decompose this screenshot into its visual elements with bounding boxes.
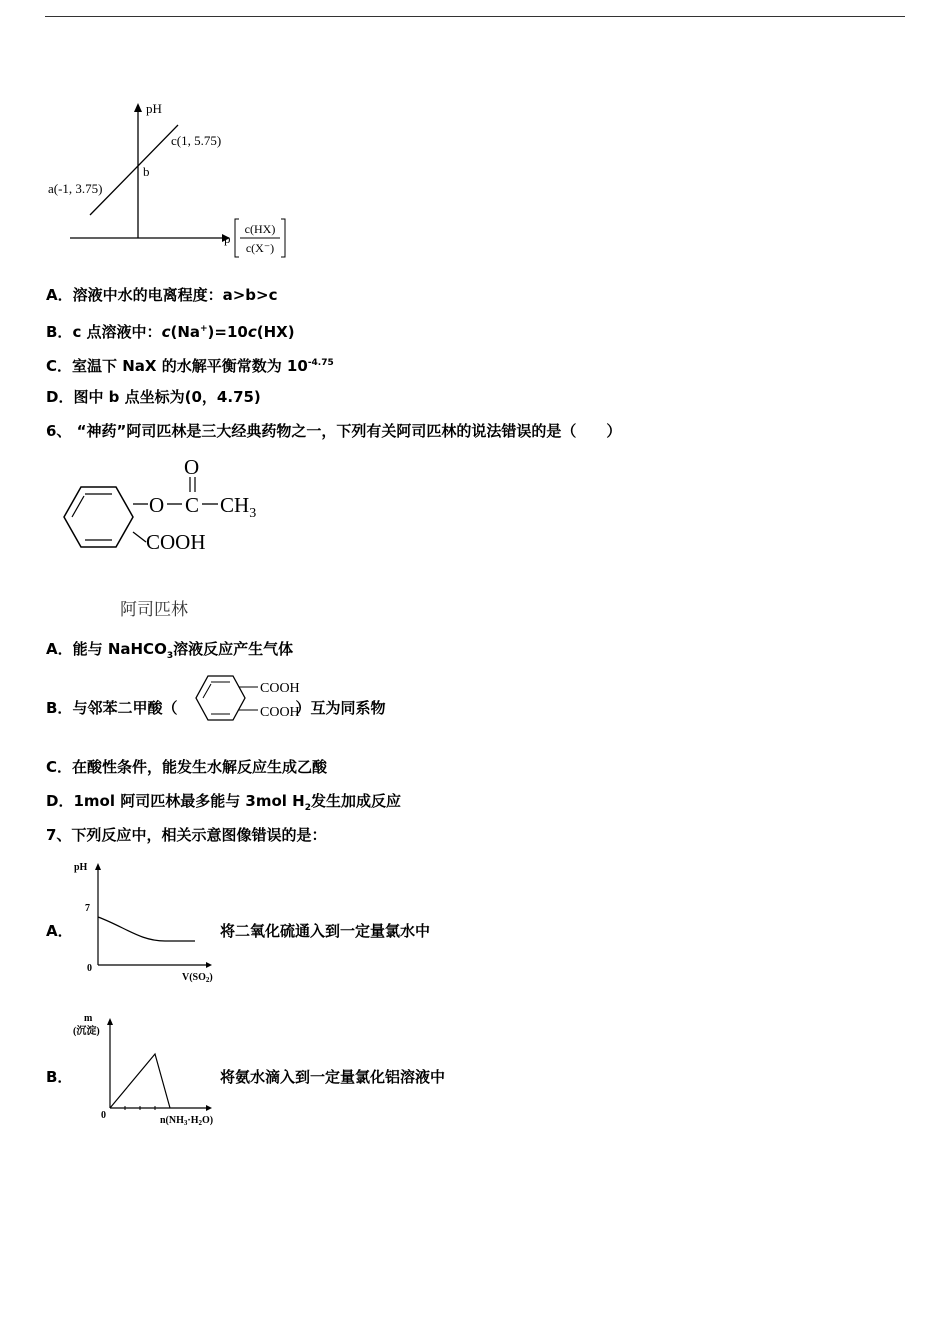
carbonyl-carbon: C [185,493,200,517]
x-axis-denominator: c(X⁻) [245,241,275,255]
q5-option-a[interactable]: A．溶液中水的电离程度：a>b>c [46,286,278,304]
ph-vs-so2-graph [70,855,230,990]
q7-option-b-label[interactable]: B． [46,1068,73,1086]
x-axis-label: $V(SO_2)$ [182,972,213,984]
point-a-label: a(-1, 3.75) [48,181,103,196]
x-axis-numerator: c(HX) [244,222,276,236]
ester-oxygen: O [149,493,165,517]
header-rule [45,16,905,17]
x-axis-prefix: p [224,231,231,246]
point-c-label: c(1, 5.75) [171,133,222,148]
carboxyl-group: COOH [146,530,206,554]
q7-option-b-text: 将氨水滴入到一定量氯化铝溶液中 [220,1068,446,1086]
q6-option-d[interactable]: D．1mol 阿司匹林最多能与 3mol $H_2$发生加成反应 [46,792,401,813]
q5-option-d[interactable]: D．图中 b 点坐标为(0，4.75) [46,388,261,406]
y-axis-label: pH [74,862,88,873]
q6-option-b[interactable]: B．与邻苯二甲酸（ ）互为同系物 [46,699,386,717]
x-axis-label: $n(NH_3\cdot H_2O)$ [160,1115,214,1127]
q5-option-b[interactable]: B．c 点溶液中：c(Na+)=10c(HX) [46,323,295,341]
y-axis-label: m [84,1013,93,1024]
point-b-label: b [143,164,150,179]
q6-option-c[interactable]: C．在酸性条件，能发生水解反应生成乙酸 [46,758,328,776]
carboxyl-bottom: COOH [260,705,300,720]
methyl-group: $CH_3$ [220,493,257,521]
q7-stem: 7、下列反应中，相关示意图像错误的是： [46,826,327,844]
q6-stem: 6、 “神药”阿司匹林是三大经典药物之一，下列有关阿司匹林的说法错误的是（ ） [46,422,622,440]
aspirin-caption: 阿司匹林 [120,600,188,620]
carboxyl-top: COOH [260,681,300,696]
q7-option-a-label[interactable]: A． [46,922,73,940]
y-tick-7: 7 [85,903,90,914]
q6-option-a[interactable]: A．能与 NaHCO$_3$溶液反应产生气体 [46,640,294,661]
phthalic-acid-structure [190,670,310,730]
y-axis-label: pH [146,101,162,116]
precipitate-vs-ammonia-graph [70,1010,230,1135]
origin-label: 0 [101,1110,106,1121]
q5-option-c[interactable]: C．室温下 NaX 的水解平衡常数为 $10^{-4.75}$ [46,357,334,375]
carbonyl-oxygen: O [184,455,200,479]
q7-option-a-text: 将二氧化硫通入到一定量氯水中 [220,922,431,940]
aspirin-structure [40,452,280,567]
origin-label: 0 [87,963,92,974]
ph-vs-log-ratio-graph [40,95,300,265]
y-axis-sublabel: (沉淀) [73,1026,100,1037]
